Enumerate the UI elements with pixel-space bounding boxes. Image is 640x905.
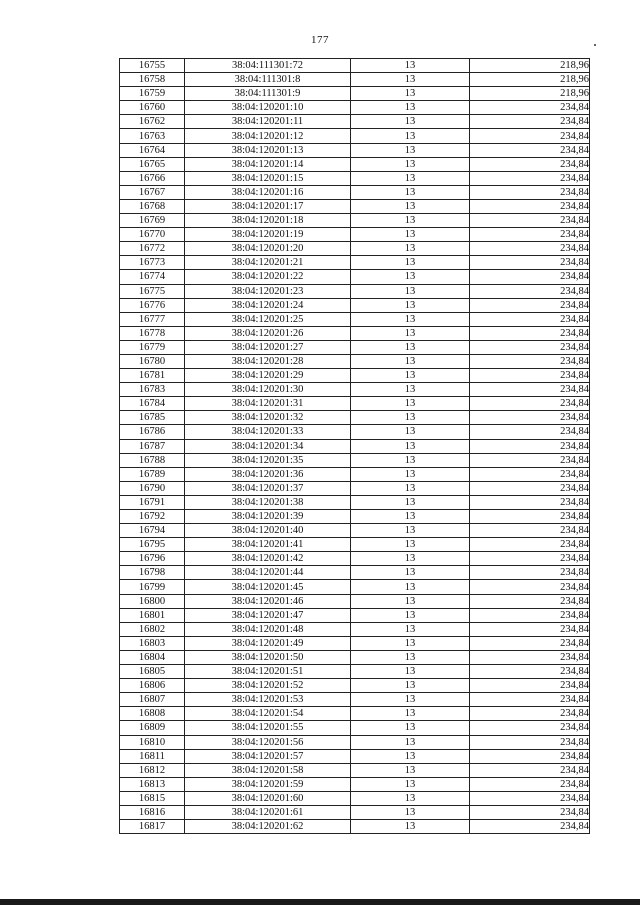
table-row bbox=[120, 383, 590, 397]
cadastral-number-cell: 38:04:120201:41 bbox=[185, 538, 351, 552]
record-number-cell: 16798 bbox=[120, 566, 185, 580]
cadastral-number-cell: 38:04:120201:56 bbox=[185, 735, 351, 749]
cadastral-number-cell: 38:04:120201:57 bbox=[185, 749, 351, 763]
value-cell: 234,84 bbox=[470, 805, 590, 819]
record-number-cell: 16780 bbox=[120, 354, 185, 368]
cadastral-number-cell: 38:04:120201:16 bbox=[185, 185, 351, 199]
quantity-cell: 13 bbox=[351, 101, 470, 115]
table-row bbox=[120, 411, 590, 425]
quantity-cell: 13 bbox=[351, 270, 470, 284]
cadastral-number-cell: 38:04:111301:8 bbox=[185, 73, 351, 87]
value-cell: 234,84 bbox=[470, 383, 590, 397]
cadastral-number-cell: 38:04:120201:59 bbox=[185, 777, 351, 791]
table-row bbox=[120, 622, 590, 636]
quantity-cell: 13 bbox=[351, 580, 470, 594]
record-number-cell: 16760 bbox=[120, 101, 185, 115]
quantity-cell: 13 bbox=[351, 721, 470, 735]
table-row bbox=[120, 171, 590, 185]
value-cell: 234,84 bbox=[470, 552, 590, 566]
record-number-cell: 16815 bbox=[120, 791, 185, 805]
quantity-cell: 13 bbox=[351, 594, 470, 608]
record-number-cell: 16799 bbox=[120, 580, 185, 594]
page-number: 177 bbox=[311, 34, 329, 46]
quantity-cell: 13 bbox=[351, 636, 470, 650]
quantity-cell: 13 bbox=[351, 679, 470, 693]
cadastral-number-cell: 38:04:120201:24 bbox=[185, 298, 351, 312]
value-cell: 234,84 bbox=[470, 171, 590, 185]
table-row bbox=[120, 312, 590, 326]
cadastral-number-cell: 38:04:120201:52 bbox=[185, 679, 351, 693]
cadastral-number-cell: 38:04:120201:23 bbox=[185, 284, 351, 298]
table-row bbox=[120, 707, 590, 721]
record-number-cell: 16810 bbox=[120, 735, 185, 749]
quantity-cell: 13 bbox=[351, 298, 470, 312]
quantity-cell: 13 bbox=[351, 185, 470, 199]
quantity-cell: 13 bbox=[351, 495, 470, 509]
record-number-cell: 16786 bbox=[120, 425, 185, 439]
table-row bbox=[120, 763, 590, 777]
cadastral-number-cell: 38:04:120201:42 bbox=[185, 552, 351, 566]
cadastral-number-cell: 38:04:120201:60 bbox=[185, 791, 351, 805]
record-number-cell: 16755 bbox=[120, 59, 185, 73]
cadastral-number-cell: 38:04:120201:40 bbox=[185, 524, 351, 538]
table-row bbox=[120, 721, 590, 735]
cadastral-number-cell: 38:04:120201:48 bbox=[185, 622, 351, 636]
table-row bbox=[120, 397, 590, 411]
cadastral-number-cell: 38:04:120201:27 bbox=[185, 340, 351, 354]
value-cell: 234,84 bbox=[470, 763, 590, 777]
record-number-cell: 16776 bbox=[120, 298, 185, 312]
table-row bbox=[120, 129, 590, 143]
cadastral-number-cell: 38:04:120201:17 bbox=[185, 199, 351, 213]
value-cell: 234,84 bbox=[470, 820, 590, 834]
quantity-cell: 13 bbox=[351, 312, 470, 326]
value-cell: 234,84 bbox=[470, 679, 590, 693]
cadastral-number-cell: 38:04:120201:35 bbox=[185, 453, 351, 467]
quantity-cell: 13 bbox=[351, 608, 470, 622]
record-number-cell: 16768 bbox=[120, 199, 185, 213]
quantity-cell: 13 bbox=[351, 383, 470, 397]
value-cell: 234,84 bbox=[470, 721, 590, 735]
cadastral-number-cell: 38:04:120201:12 bbox=[185, 129, 351, 143]
table-row bbox=[120, 805, 590, 819]
cadastral-number-cell: 38:04:120201:31 bbox=[185, 397, 351, 411]
quantity-cell: 13 bbox=[351, 439, 470, 453]
record-number-cell: 16778 bbox=[120, 326, 185, 340]
table-row bbox=[120, 425, 590, 439]
quantity-cell: 13 bbox=[351, 115, 470, 129]
cadastral-number-cell: 38:04:120201:15 bbox=[185, 171, 351, 185]
quantity-cell: 13 bbox=[351, 256, 470, 270]
value-cell: 218,96 bbox=[470, 73, 590, 87]
quantity-cell: 13 bbox=[351, 171, 470, 185]
value-cell: 234,84 bbox=[470, 749, 590, 763]
value-cell: 234,84 bbox=[470, 538, 590, 552]
record-number-cell: 16817 bbox=[120, 820, 185, 834]
cadastral-number-cell: 38:04:120201:46 bbox=[185, 594, 351, 608]
quantity-cell: 13 bbox=[351, 411, 470, 425]
cadastral-number-cell: 38:04:120201:34 bbox=[185, 439, 351, 453]
table-row bbox=[120, 749, 590, 763]
cadastral-number-cell: 38:04:120201:22 bbox=[185, 270, 351, 284]
record-number-cell: 16803 bbox=[120, 636, 185, 650]
cadastral-number-cell: 38:04:120201:54 bbox=[185, 707, 351, 721]
value-cell: 234,84 bbox=[470, 270, 590, 284]
table-row bbox=[120, 538, 590, 552]
table-row bbox=[120, 228, 590, 242]
table-row bbox=[120, 467, 590, 481]
cadastral-number-cell: 38:04:120201:18 bbox=[185, 214, 351, 228]
quantity-cell: 13 bbox=[351, 73, 470, 87]
scan-speck bbox=[594, 44, 596, 46]
record-number-cell: 16762 bbox=[120, 115, 185, 129]
quantity-cell: 13 bbox=[351, 538, 470, 552]
quantity-cell: 13 bbox=[351, 340, 470, 354]
record-number-cell: 16790 bbox=[120, 481, 185, 495]
record-number-cell: 16796 bbox=[120, 552, 185, 566]
table-row bbox=[120, 284, 590, 298]
record-number-cell: 16785 bbox=[120, 411, 185, 425]
table-row bbox=[120, 777, 590, 791]
quantity-cell: 13 bbox=[351, 665, 470, 679]
record-number-cell: 16801 bbox=[120, 608, 185, 622]
quantity-cell: 13 bbox=[351, 87, 470, 101]
cadastral-number-cell: 38:04:120201:51 bbox=[185, 665, 351, 679]
quantity-cell: 13 bbox=[351, 749, 470, 763]
record-number-cell: 16789 bbox=[120, 467, 185, 481]
value-cell: 234,84 bbox=[470, 242, 590, 256]
quantity-cell: 13 bbox=[351, 214, 470, 228]
quantity-cell: 13 bbox=[351, 735, 470, 749]
cadastral-number-cell: 38:04:120201:53 bbox=[185, 693, 351, 707]
value-cell: 218,96 bbox=[470, 87, 590, 101]
quantity-cell: 13 bbox=[351, 453, 470, 467]
record-number-cell: 16802 bbox=[120, 622, 185, 636]
record-number-cell: 16806 bbox=[120, 679, 185, 693]
table-row bbox=[120, 115, 590, 129]
table-row bbox=[120, 735, 590, 749]
table-row bbox=[120, 495, 590, 509]
value-cell: 234,84 bbox=[470, 693, 590, 707]
record-number-cell: 16759 bbox=[120, 87, 185, 101]
quantity-cell: 13 bbox=[351, 199, 470, 213]
record-number-cell: 16795 bbox=[120, 538, 185, 552]
quantity-cell: 13 bbox=[351, 510, 470, 524]
record-number-cell: 16794 bbox=[120, 524, 185, 538]
table-row bbox=[120, 326, 590, 340]
table-row bbox=[120, 679, 590, 693]
table-row bbox=[120, 594, 590, 608]
table-row bbox=[120, 157, 590, 171]
cadastral-number-cell: 38:04:120201:55 bbox=[185, 721, 351, 735]
quantity-cell: 13 bbox=[351, 622, 470, 636]
value-cell: 234,84 bbox=[470, 397, 590, 411]
table-row bbox=[120, 270, 590, 284]
quantity-cell: 13 bbox=[351, 791, 470, 805]
value-cell: 234,84 bbox=[470, 580, 590, 594]
record-number-cell: 16816 bbox=[120, 805, 185, 819]
scan-bottom-edge bbox=[0, 899, 640, 905]
record-number-cell: 16779 bbox=[120, 340, 185, 354]
value-cell: 234,84 bbox=[470, 453, 590, 467]
record-number-cell: 16800 bbox=[120, 594, 185, 608]
quantity-cell: 13 bbox=[351, 650, 470, 664]
table-row bbox=[120, 298, 590, 312]
value-cell: 234,84 bbox=[470, 566, 590, 580]
record-number-cell: 16787 bbox=[120, 439, 185, 453]
table-row bbox=[120, 510, 590, 524]
value-cell: 234,84 bbox=[470, 256, 590, 270]
value-cell: 234,84 bbox=[470, 439, 590, 453]
table-row bbox=[120, 566, 590, 580]
table-row bbox=[120, 143, 590, 157]
table-row bbox=[120, 608, 590, 622]
quantity-cell: 13 bbox=[351, 242, 470, 256]
quantity-cell: 13 bbox=[351, 481, 470, 495]
value-cell: 234,84 bbox=[470, 326, 590, 340]
table-row bbox=[120, 791, 590, 805]
cadastral-number-cell: 38:04:120201:10 bbox=[185, 101, 351, 115]
record-number-cell: 16809 bbox=[120, 721, 185, 735]
table-row bbox=[120, 242, 590, 256]
cadastral-number-cell: 38:04:120201:13 bbox=[185, 143, 351, 157]
cadastral-number-cell: 38:04:120201:19 bbox=[185, 228, 351, 242]
table-row bbox=[120, 665, 590, 679]
value-cell: 234,84 bbox=[470, 185, 590, 199]
table-row bbox=[120, 214, 590, 228]
table-row bbox=[120, 354, 590, 368]
quantity-cell: 13 bbox=[351, 397, 470, 411]
cadastral-number-cell: 38:04:120201:29 bbox=[185, 369, 351, 383]
cadastral-number-cell: 38:04:120201:61 bbox=[185, 805, 351, 819]
record-number-cell: 16807 bbox=[120, 693, 185, 707]
value-cell: 234,84 bbox=[470, 777, 590, 791]
quantity-cell: 13 bbox=[351, 566, 470, 580]
cadastral-table bbox=[119, 58, 590, 834]
record-number-cell: 16805 bbox=[120, 665, 185, 679]
table-row bbox=[120, 340, 590, 354]
record-number-cell: 16770 bbox=[120, 228, 185, 242]
cadastral-number-cell: 38:04:120201:50 bbox=[185, 650, 351, 664]
value-cell: 218,96 bbox=[470, 59, 590, 73]
value-cell: 234,84 bbox=[470, 481, 590, 495]
value-cell: 234,84 bbox=[470, 143, 590, 157]
value-cell: 234,84 bbox=[470, 129, 590, 143]
record-number-cell: 16804 bbox=[120, 650, 185, 664]
quantity-cell: 13 bbox=[351, 228, 470, 242]
table-row bbox=[120, 453, 590, 467]
cadastral-number-cell: 38:04:120201:11 bbox=[185, 115, 351, 129]
record-number-cell: 16764 bbox=[120, 143, 185, 157]
value-cell: 234,84 bbox=[470, 665, 590, 679]
value-cell: 234,84 bbox=[470, 735, 590, 749]
record-number-cell: 16783 bbox=[120, 383, 185, 397]
quantity-cell: 13 bbox=[351, 820, 470, 834]
record-number-cell: 16784 bbox=[120, 397, 185, 411]
cadastral-number-cell: 38:04:120201:30 bbox=[185, 383, 351, 397]
table-row bbox=[120, 101, 590, 115]
table-row bbox=[120, 636, 590, 650]
cadastral-number-cell: 38:04:111301:9 bbox=[185, 87, 351, 101]
value-cell: 234,84 bbox=[470, 622, 590, 636]
table-row bbox=[120, 185, 590, 199]
value-cell: 234,84 bbox=[470, 650, 590, 664]
quantity-cell: 13 bbox=[351, 143, 470, 157]
value-cell: 234,84 bbox=[470, 298, 590, 312]
record-number-cell: 16774 bbox=[120, 270, 185, 284]
value-cell: 234,84 bbox=[470, 510, 590, 524]
record-number-cell: 16791 bbox=[120, 495, 185, 509]
quantity-cell: 13 bbox=[351, 326, 470, 340]
value-cell: 234,84 bbox=[470, 284, 590, 298]
table-row bbox=[120, 481, 590, 495]
table-row bbox=[120, 199, 590, 213]
cadastral-number-cell: 38:04:120201:28 bbox=[185, 354, 351, 368]
record-number-cell: 16792 bbox=[120, 510, 185, 524]
record-number-cell: 16765 bbox=[120, 157, 185, 171]
value-cell: 234,84 bbox=[470, 791, 590, 805]
quantity-cell: 13 bbox=[351, 693, 470, 707]
value-cell: 234,84 bbox=[470, 594, 590, 608]
table-row bbox=[120, 524, 590, 538]
record-number-cell: 16811 bbox=[120, 749, 185, 763]
record-number-cell: 16767 bbox=[120, 185, 185, 199]
quantity-cell: 13 bbox=[351, 354, 470, 368]
quantity-cell: 13 bbox=[351, 425, 470, 439]
cadastral-number-cell: 38:04:120201:33 bbox=[185, 425, 351, 439]
value-cell: 234,84 bbox=[470, 214, 590, 228]
table-row bbox=[120, 820, 590, 834]
cadastral-number-cell: 38:04:111301:72 bbox=[185, 59, 351, 73]
value-cell: 234,84 bbox=[470, 369, 590, 383]
quantity-cell: 13 bbox=[351, 369, 470, 383]
record-number-cell: 16781 bbox=[120, 369, 185, 383]
table-row bbox=[120, 580, 590, 594]
cadastral-number-cell: 38:04:120201:44 bbox=[185, 566, 351, 580]
quantity-cell: 13 bbox=[351, 129, 470, 143]
table-row bbox=[120, 552, 590, 566]
cadastral-number-cell: 38:04:120201:49 bbox=[185, 636, 351, 650]
cadastral-number-cell: 38:04:120201:20 bbox=[185, 242, 351, 256]
value-cell: 234,84 bbox=[470, 199, 590, 213]
table-row bbox=[120, 693, 590, 707]
value-cell: 234,84 bbox=[470, 228, 590, 242]
table-row bbox=[120, 73, 590, 87]
value-cell: 234,84 bbox=[470, 467, 590, 481]
cadastral-number-cell: 38:04:120201:36 bbox=[185, 467, 351, 481]
value-cell: 234,84 bbox=[470, 707, 590, 721]
cadastral-number-cell: 38:04:120201:26 bbox=[185, 326, 351, 340]
value-cell: 234,84 bbox=[470, 340, 590, 354]
quantity-cell: 13 bbox=[351, 763, 470, 777]
record-number-cell: 16773 bbox=[120, 256, 185, 270]
value-cell: 234,84 bbox=[470, 608, 590, 622]
record-number-cell: 16772 bbox=[120, 242, 185, 256]
quantity-cell: 13 bbox=[351, 467, 470, 481]
quantity-cell: 13 bbox=[351, 552, 470, 566]
table-body bbox=[120, 59, 590, 834]
record-number-cell: 16808 bbox=[120, 707, 185, 721]
record-number-cell: 16812 bbox=[120, 763, 185, 777]
cadastral-number-cell: 38:04:120201:25 bbox=[185, 312, 351, 326]
value-cell: 234,84 bbox=[470, 495, 590, 509]
cadastral-number-cell: 38:04:120201:14 bbox=[185, 157, 351, 171]
cadastral-number-cell: 38:04:120201:32 bbox=[185, 411, 351, 425]
table-row bbox=[120, 369, 590, 383]
cadastral-number-cell: 38:04:120201:62 bbox=[185, 820, 351, 834]
record-number-cell: 16758 bbox=[120, 73, 185, 87]
quantity-cell: 13 bbox=[351, 59, 470, 73]
value-cell: 234,84 bbox=[470, 354, 590, 368]
value-cell: 234,84 bbox=[470, 312, 590, 326]
record-number-cell: 16763 bbox=[120, 129, 185, 143]
value-cell: 234,84 bbox=[470, 115, 590, 129]
quantity-cell: 13 bbox=[351, 524, 470, 538]
table-row bbox=[120, 59, 590, 73]
quantity-cell: 13 bbox=[351, 157, 470, 171]
cadastral-number-cell: 38:04:120201:38 bbox=[185, 495, 351, 509]
cadastral-number-cell: 38:04:120201:21 bbox=[185, 256, 351, 270]
table-row bbox=[120, 650, 590, 664]
value-cell: 234,84 bbox=[470, 425, 590, 439]
cadastral-number-cell: 38:04:120201:47 bbox=[185, 608, 351, 622]
quantity-cell: 13 bbox=[351, 777, 470, 791]
value-cell: 234,84 bbox=[470, 101, 590, 115]
cadastral-number-cell: 38:04:120201:39 bbox=[185, 510, 351, 524]
value-cell: 234,84 bbox=[470, 636, 590, 650]
record-number-cell: 16788 bbox=[120, 453, 185, 467]
quantity-cell: 13 bbox=[351, 707, 470, 721]
table-row bbox=[120, 439, 590, 453]
value-cell: 234,84 bbox=[470, 524, 590, 538]
cadastral-number-cell: 38:04:120201:37 bbox=[185, 481, 351, 495]
record-number-cell: 16766 bbox=[120, 171, 185, 185]
quantity-cell: 13 bbox=[351, 284, 470, 298]
record-number-cell: 16813 bbox=[120, 777, 185, 791]
cadastral-number-cell: 38:04:120201:58 bbox=[185, 763, 351, 777]
record-number-cell: 16775 bbox=[120, 284, 185, 298]
value-cell: 234,84 bbox=[470, 411, 590, 425]
value-cell: 234,84 bbox=[470, 157, 590, 171]
table-row bbox=[120, 256, 590, 270]
table-row bbox=[120, 87, 590, 101]
quantity-cell: 13 bbox=[351, 805, 470, 819]
record-number-cell: 16769 bbox=[120, 214, 185, 228]
record-number-cell: 16777 bbox=[120, 312, 185, 326]
cadastral-number-cell: 38:04:120201:45 bbox=[185, 580, 351, 594]
